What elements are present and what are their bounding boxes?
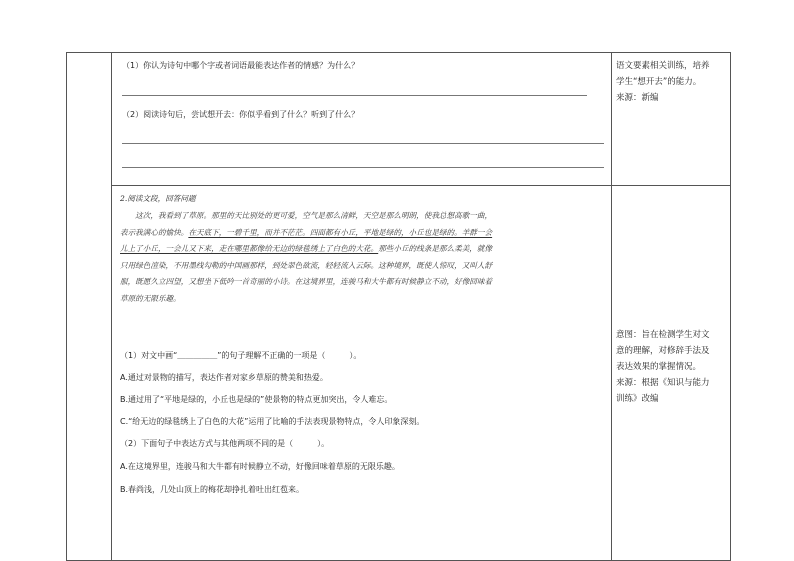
section2-heading: 2.阅读文段，回答问题	[120, 194, 196, 203]
passage-line: 服，既愿久立四望，又想坐下低吟一首奇丽的小诗。在这境界里，连骏马和大牛都有时候静立不动，好像回味着	[120, 277, 493, 287]
q2-option-a: A.在这境界里，连骏马和大牛都有时候静立不动，好像回味着草原的无限乐趣。	[120, 462, 400, 471]
section1-question-1: （1）你认为诗句中哪个字或者词语最能表达作者的情感？为什么？	[122, 61, 360, 70]
section2-intent	[616, 327, 728, 407]
section2-question-2: （2）下面句子中表达方式与其他两项不同的是（ ）。	[120, 439, 330, 448]
intent-source: 训练》改编	[616, 394, 659, 404]
passage-line: 表示我满心的愉快。在天底下，一碧千里，而并不茫茫。四面都有小丘，平地是绿的，小丘也是绿的。羊群一会	[120, 227, 493, 237]
table-border-left	[66, 52, 67, 561]
intent-line: 语文要素相关训练，培养	[616, 61, 710, 71]
q1-option-a: A.通过对景物的描写，表达作者对家乡草原的赞美和热爱。	[120, 373, 328, 382]
passage-line: 草原的无限乐趣。	[120, 293, 181, 303]
underlined-sentence: 儿上了小丘，一会儿又下来，走在哪里都像给无边的绿毯绣上了白色的大花。	[120, 244, 379, 254]
reading-passage	[120, 208, 605, 308]
column-divider-1	[111, 52, 112, 561]
intent-line: 学生“想开去”的能力。	[616, 77, 702, 87]
row-divider	[111, 185, 731, 186]
q1-option-c: C.“给无边的绿毯绣上了白色的大花”运用了比喻的手法表现景物特点，令人印象深刻。	[120, 417, 425, 426]
intent-line: 意的理解，对修辞手法及	[616, 346, 710, 356]
intent-line: 意图：旨在检测学生对文	[616, 330, 710, 340]
intent-source: 来源：新编	[616, 93, 659, 103]
table-border-top	[66, 52, 731, 53]
column-divider-2	[611, 52, 612, 561]
intent-source: 来源：根据《知识与能力	[616, 378, 710, 388]
table-border-right	[730, 52, 731, 561]
section1-intent	[616, 58, 728, 106]
underlined-sentence: 在天底下，一碧千里，而并不茫茫。四面都有小丘，平地是绿的，小丘也是绿的。羊群一会	[188, 227, 493, 237]
passage-line: 这次，我看到了草原。那里的天比别处的更可爱，空气是那么清鲜，天空是那么明朗，使我总想高歌一曲，	[120, 211, 493, 220]
passage-line: 儿上了小丘，一会儿又下来，走在哪里都像给无边的绿毯绣上了白色的大花。那些小丘的线条是那么柔美，就像	[120, 244, 493, 254]
q2-option-b: B.春尚浅，几处山顶上的梅花却挣扎着吐出红苞来。	[120, 485, 305, 494]
answer-line-1[interactable]	[122, 95, 587, 96]
section1-question-2: （2）阅读诗句后，尝试想开去：你似乎看到了什么？听到了什么？	[122, 110, 360, 119]
answer-line-2[interactable]	[122, 143, 604, 144]
intent-line: 表达效果的掌握情况。	[616, 362, 702, 372]
q1-option-b: B.通过用了“平地是绿的，小丘也是绿的”使景物的特点更加突出，令人难忘。	[120, 395, 393, 404]
section2-question-1: （1）对文中画“＿＿＿＿＿”的句子理解不正确的一项是（ ）。	[120, 351, 362, 360]
passage-line: 只用绿色渲染，不用墨线勾勒的中国画那样，到处翠色欲流，轻轻流入云际。这种境界，既使人惊叹，又叫人舒	[120, 260, 493, 270]
answer-line-3[interactable]	[122, 167, 604, 168]
